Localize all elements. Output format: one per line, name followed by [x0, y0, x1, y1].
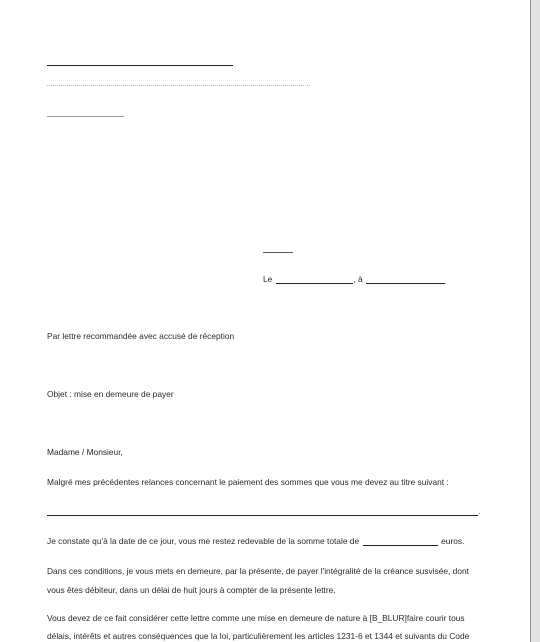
- date-place-separator: , à: [353, 274, 363, 284]
- date-place-line: [263, 274, 445, 284]
- debt-reason-end: .: [478, 506, 481, 516]
- sender-contact-field: [47, 116, 124, 117]
- debt-reason-field: [47, 506, 481, 516]
- amount-unit: euros.: [441, 536, 465, 546]
- date-prefix: Le: [263, 274, 273, 284]
- demand-line: Dans ces conditions, je vous mets en demeure, par la présente, de payer l'intégralité de la créance susvisée, dont: [47, 566, 469, 576]
- reminder-paragraph: Malgré mes précédentes relances concernant le paiement des sommes que vous me devez au titre suivant :: [47, 477, 449, 487]
- amount-text: Je constate qu'à la date de ce jour, vous me restez redevable de la somme totale de: [47, 536, 360, 546]
- consequence-line: délais, intérêts et autres conséquences que la loi, particulièrement les articles 1231-6 et 1344 et suivants du Code: [47, 631, 470, 641]
- debt-reason-line: [47, 506, 480, 516]
- sender-name-field: [47, 65, 233, 66]
- consequence-line: Vous devez de ce fait considérer cette lettre comme une mise en demeure de nature à [B_BLUR]faire courir tous: [47, 613, 465, 623]
- salutation: Madame / Monsieur,: [47, 447, 123, 457]
- delivery-mode: Par lettre recommandée avec accusé de réception: [47, 331, 235, 341]
- date-field: [276, 275, 353, 284]
- recipient-field: [263, 252, 293, 253]
- demand-line: vous êtes débiteur, dans un délai de huit jours à compter de la présente lettre.: [47, 585, 336, 595]
- place-field: [366, 275, 445, 284]
- amount-field: [363, 537, 438, 546]
- letter-subject: Objet : mise en demeure de payer: [47, 389, 174, 399]
- sender-address-field: [47, 85, 310, 86]
- amount-line: [47, 536, 464, 546]
